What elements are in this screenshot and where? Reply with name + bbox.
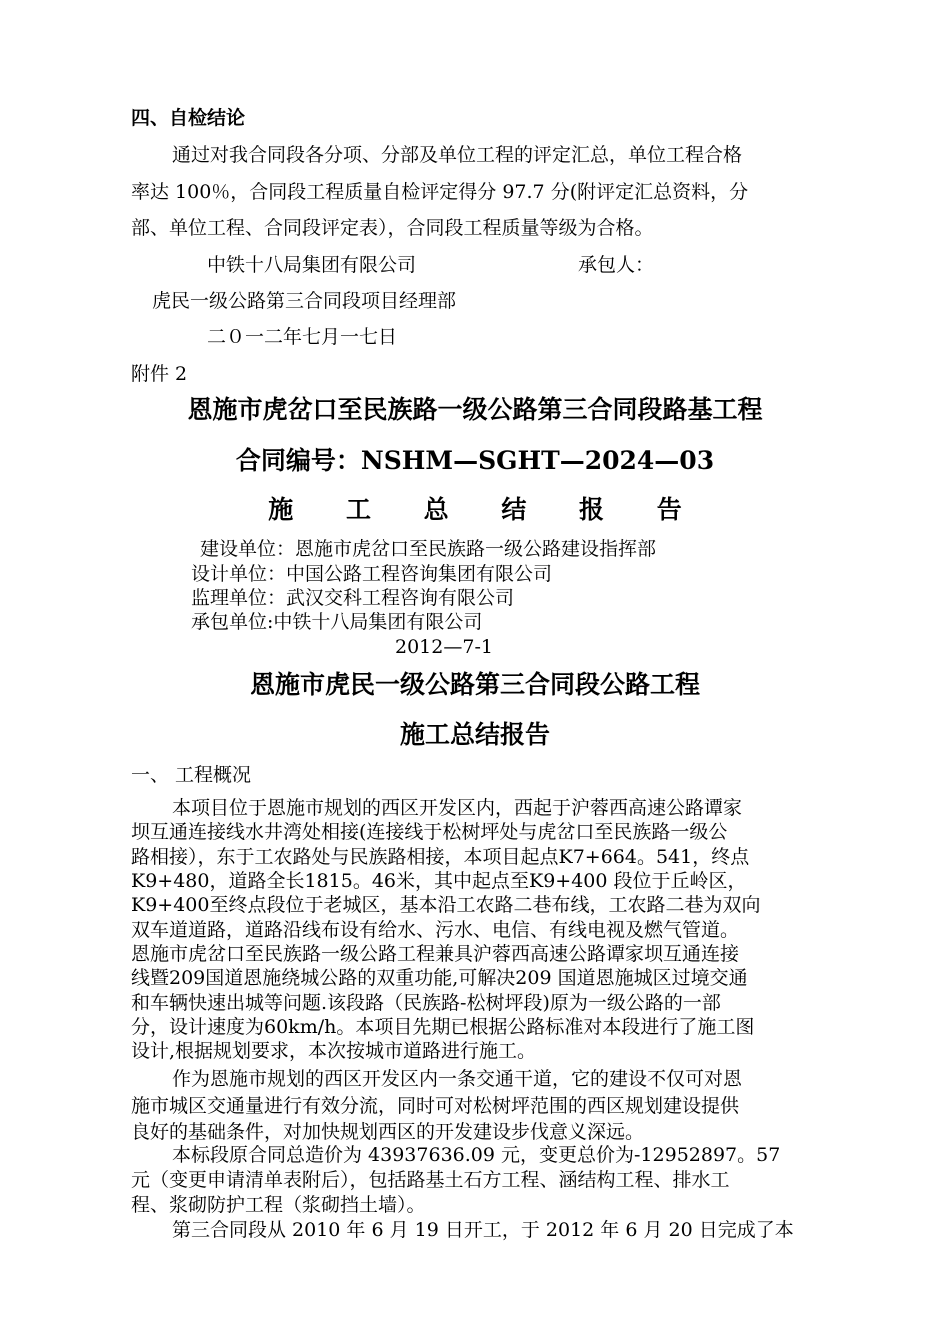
paragraph-line: 第三合同段从 2010 年 6 月 19 日开工，于 2012 年 6 月 20 日完成了本 xyxy=(172,1219,794,1241)
report-title-2: 施工总结报告 xyxy=(399,720,550,749)
attachment-label: 附件 2 xyxy=(131,363,188,385)
contract-number: 合同编号：NSHM—SGHT—2024—03 xyxy=(235,446,715,475)
design-unit: 设计单位：中国公路工程咨询集团有限公司 xyxy=(191,563,553,585)
paragraph-line: 双车道道路，道路沿线布设有给水、污水、电信、有线电视及燃气管道。 xyxy=(131,919,740,941)
paragraph-line: 设计,根据规划要求，本次按城市道路进行施工。 xyxy=(131,1040,537,1062)
supervision-unit: 监理单位：武汉交科工程咨询有限公司 xyxy=(191,587,515,609)
report-title: 施 工 总 结 报 告 xyxy=(268,495,704,524)
paragraph-line: 和车辆快速出城等问题.该段路（民族路-松树坪段)原为一级公路的一部 xyxy=(131,992,721,1014)
section-1-heading: 一、 工程概况 xyxy=(131,764,252,786)
paragraph-line: K9+480，道路全长1815。46米，其中起点至K9+400 段位于丘岭区， xyxy=(131,870,747,892)
contractor-label: 承包人： xyxy=(578,254,655,276)
paragraph-line: 程、浆砌防护工程（浆砌挡土墙）。 xyxy=(131,1194,426,1216)
paragraph-line: 恩施市虎岔口至民族路一级公路工程兼具沪蓉西高速公路谭家坝互通连接 xyxy=(131,943,740,965)
paragraph-line: 施市城区交通量进行有效分流，同时可对松树坪范围的西区规划建设提供 xyxy=(131,1095,740,1117)
owner-unit: 建设单位：恩施市虎岔口至民族路一级公路建设指挥部 xyxy=(200,538,657,560)
paragraph-line: 分，设计速度为60km/h。本项目先期已根据公路标准对本段进行了施工图 xyxy=(131,1016,755,1038)
paragraph-line: 率达 100％，合同段工程质量自检评定得分 97.7 分(附评定汇总资料，分 xyxy=(131,181,749,203)
paragraph-line: 线暨209国道恩施绕城公路的双重功能,可解决209 国道恩施城区过境交通 xyxy=(131,967,748,989)
report-title-1: 恩施市虎民一级公路第三合同段公路工程 xyxy=(249,670,700,699)
paragraph-line: K9+400至终点段位于老城区，基本沿工农路二巷布线，工农路二巷为双向 xyxy=(131,894,761,916)
cover-title: 恩施市虎岔口至民族路一级公路第三合同段路基工程 xyxy=(187,395,763,424)
section-heading: 四、自检结论 xyxy=(131,107,246,129)
signature-date: 二０一二年七月一七日 xyxy=(207,326,398,348)
paragraph-line: 本标段原合同总造价为 43937636.09 元，变更总价为-12952897。57 xyxy=(172,1144,781,1166)
paragraph-line: 通过对我合同段各分项、分部及单位工程的评定汇总，单位工程合格 xyxy=(172,144,743,166)
project-department: 虎民一级公路第三合同段项目经理部 xyxy=(152,290,457,312)
paragraph-line: 元（变更申请清单表附后），包括路基土石方工程、涵结构工程、排水工 xyxy=(131,1169,730,1191)
cover-date: 2012—7-1 xyxy=(395,636,493,658)
paragraph-line: 良好的基础条件，对加快规划西区的开发建设步伐意义深远。 xyxy=(131,1121,645,1143)
contractor-unit: 承包单位:中铁十八局集团有限公司 xyxy=(191,611,483,633)
paragraph-line: 路相接），东于工农路处与民族路相接，本项目起点K7+664。541，终点 xyxy=(131,846,750,868)
paragraph-line: 部、单位工程、合同段评定表），合同段工程质量等级为合格。 xyxy=(131,217,654,239)
company-name: 中铁十八局集团有限公司 xyxy=(207,254,417,276)
paragraph-line: 本项目位于恩施市规划的西区开发区内，西起于沪蓉西高速公路谭家 xyxy=(172,797,743,819)
paragraph-line: 作为恩施市规划的西区开发区内一条交通干道，它的建设不仅可对恩 xyxy=(172,1068,743,1090)
paragraph-line: 坝互通连接线水井湾处相接(连接线于松树坪处与虎岔口至民族路一级公 xyxy=(131,821,728,843)
